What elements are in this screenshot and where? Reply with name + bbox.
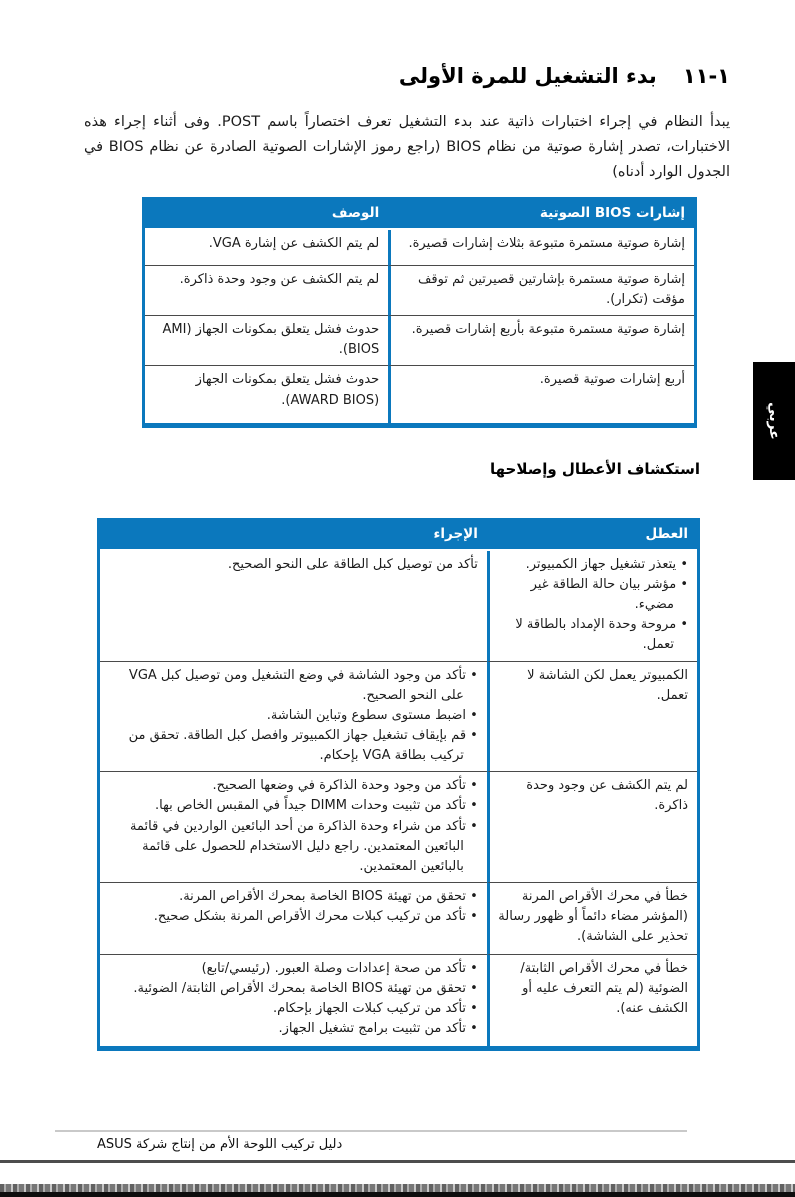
troubleshooting-heading: استكشاف الأعطال وإصلاحها (489, 460, 700, 478)
table-row (100, 661, 697, 772)
fault-column-header: العطل (487, 521, 697, 551)
scan-artifact-bottom-edge (0, 1192, 795, 1197)
table-header-row (100, 521, 697, 551)
table-row (100, 954, 697, 1046)
desc-column-header: الوصف (145, 200, 388, 230)
footer-rule (55, 1130, 687, 1132)
scan-artifact-line (0, 1160, 795, 1163)
desc-cell: حدوث فشل يتعلق بمكونات الجهاز (AMI BIOS). (145, 315, 388, 365)
beep-cell: أربع إشارات صوتية قصيرة. (388, 365, 694, 423)
desc-cell: لم يتم الكشف عن وجود وحدة ذاكرة. (145, 265, 388, 315)
fault-item: • مروحة وحدة الإمداد بالطاقة لا تعمل. (497, 615, 688, 655)
beep-cell: إشارة صوتية مستمرة متبوعة بأربع إشارات قصيرة. (388, 315, 694, 365)
fault-item: • يتعذر تشغيل جهاز الكمبيوتر. (497, 555, 688, 575)
action-item: • تأكد من تثبيت برامج تشغيل الجهاز. (107, 1019, 478, 1039)
table-row (145, 315, 694, 365)
action-item: • تأكد من شراء وحدة الذاكرة من أحد البائعين الواردين في قائمة البائعين المعتمدين. راجع دليل الاستخدام للحصول على قائمة بالبائعين المعتمدين. (107, 817, 478, 877)
fault-item: لم يتم الكشف عن وجود وحدة ذاكرة. (526, 778, 688, 814)
fault-item: • مؤشر بيان حالة الطاقة غير مضيء. (497, 575, 688, 615)
fault-item: الكمبيوتر يعمل لكن الشاشة لا تعمل. (527, 667, 688, 703)
beep-cell: إشارة صوتية مستمرة متبوعة بثلاث إشارات قصيرة. (388, 230, 694, 265)
bios-beep-table (142, 197, 697, 428)
action-item: • تأكد من وجود الشاشة في وضع التشغيل ومن توصيل كبل VGA على النحو الصحيح. (107, 666, 478, 706)
action-cell (100, 882, 487, 954)
action-item: • تأكد من وجود وحدة الذاكرة في وضعها الصحيح. (107, 776, 478, 796)
language-tab-label: عربي (766, 402, 782, 440)
footer-text: دليل تركيب اللوحة الأم من إنتاج شركة ASUS (97, 1137, 343, 1152)
action-item: • تأكد من صحة إعدادات وصلة العبور. (رئيسي/تابع) (107, 959, 478, 979)
action-item: • تحقق من تهيئة BIOS الخاصة بمحرك الأقراص المرنة. (107, 887, 478, 907)
page-title (399, 64, 730, 88)
desc-cell: حدوث فشل يتعلق بمكونات الجهاز (AWARD BIOS). (145, 365, 388, 423)
table-row (100, 771, 697, 882)
action-item: تأكد من توصيل كبل الطاقة على النحو الصحيح. (227, 556, 478, 572)
troubleshooting-table (97, 518, 700, 1051)
action-cell (100, 661, 487, 772)
action-item: • تحقق من تهيئة BIOS الخاصة بمحرك الأقراص الثابتة/ الضوئية. (107, 979, 478, 999)
action-cell (100, 771, 487, 882)
table-row (145, 265, 694, 315)
table-row (100, 551, 697, 661)
action-column-header: الإجراء (100, 521, 487, 551)
fault-cell (487, 954, 697, 1046)
fault-cell (487, 661, 697, 772)
table-row (100, 882, 697, 954)
fault-item: خطأ في محرك الأقراص الثابتة/ الضوئية (لم يتم التعرف عليه أو الكشف عنه). (520, 961, 688, 1017)
section-number: ١-١١ (682, 64, 730, 88)
action-item: • قم بإيقاف تشغيل جهاز الكمبيوتر وافصل كبل الطاقة. تحقق من تركيب بطاقة VGA بإحكام. (107, 726, 478, 766)
beep-cell: إشارة صوتية مستمرة بإشارتين قصيرتين ثم توقف مؤقت (تكرار). (388, 265, 694, 315)
fault-cell (487, 771, 697, 882)
fault-cell (487, 551, 697, 661)
beep-column-header: إشارات BIOS الصوتية (388, 200, 694, 230)
table-header-row (145, 200, 694, 230)
fault-item: خطأ في محرك الأقراص المرنة (المؤشر مضاء دائماً أو ظهور رسالة تحذير على الشاشة). (498, 889, 688, 945)
action-item: • تأكد من تركيب كبلات الجهاز بإحكام. (107, 999, 478, 1019)
action-item: • اضبط مستوى سطوع وتباين الشاشة. (107, 706, 478, 726)
intro-paragraph: يبدأ النظام في إجراء اختبارات ذاتية عند بدء التشغيل تعرف اختصاراً باسم POST. وفى أثناء إجراء هذه الاختبارات، تصدر إشارة صوتية من نظام BIOS (راجع رموز الإشارات الصوتية الصادرة عن نظام BIOS في الجدول الوارد أدناه) (84, 114, 731, 180)
action-item: • تأكد من تثبيت وحدات DIMM جيداً في المقبس الخاص بها. (107, 796, 478, 816)
action-item: • تأكد من تركيب كبلات محرك الأقراص المرنة بشكل صحيح. (107, 907, 478, 927)
action-cell (100, 954, 487, 1046)
desc-cell: لم يتم الكشف عن إشارة VGA. (208, 235, 380, 251)
language-tab (753, 362, 795, 480)
fault-cell (487, 882, 697, 954)
section-title-text: بدء التشغيل للمرة الأولى (398, 64, 657, 88)
table-row (145, 365, 694, 423)
action-cell (100, 551, 487, 661)
table-row (145, 230, 694, 265)
